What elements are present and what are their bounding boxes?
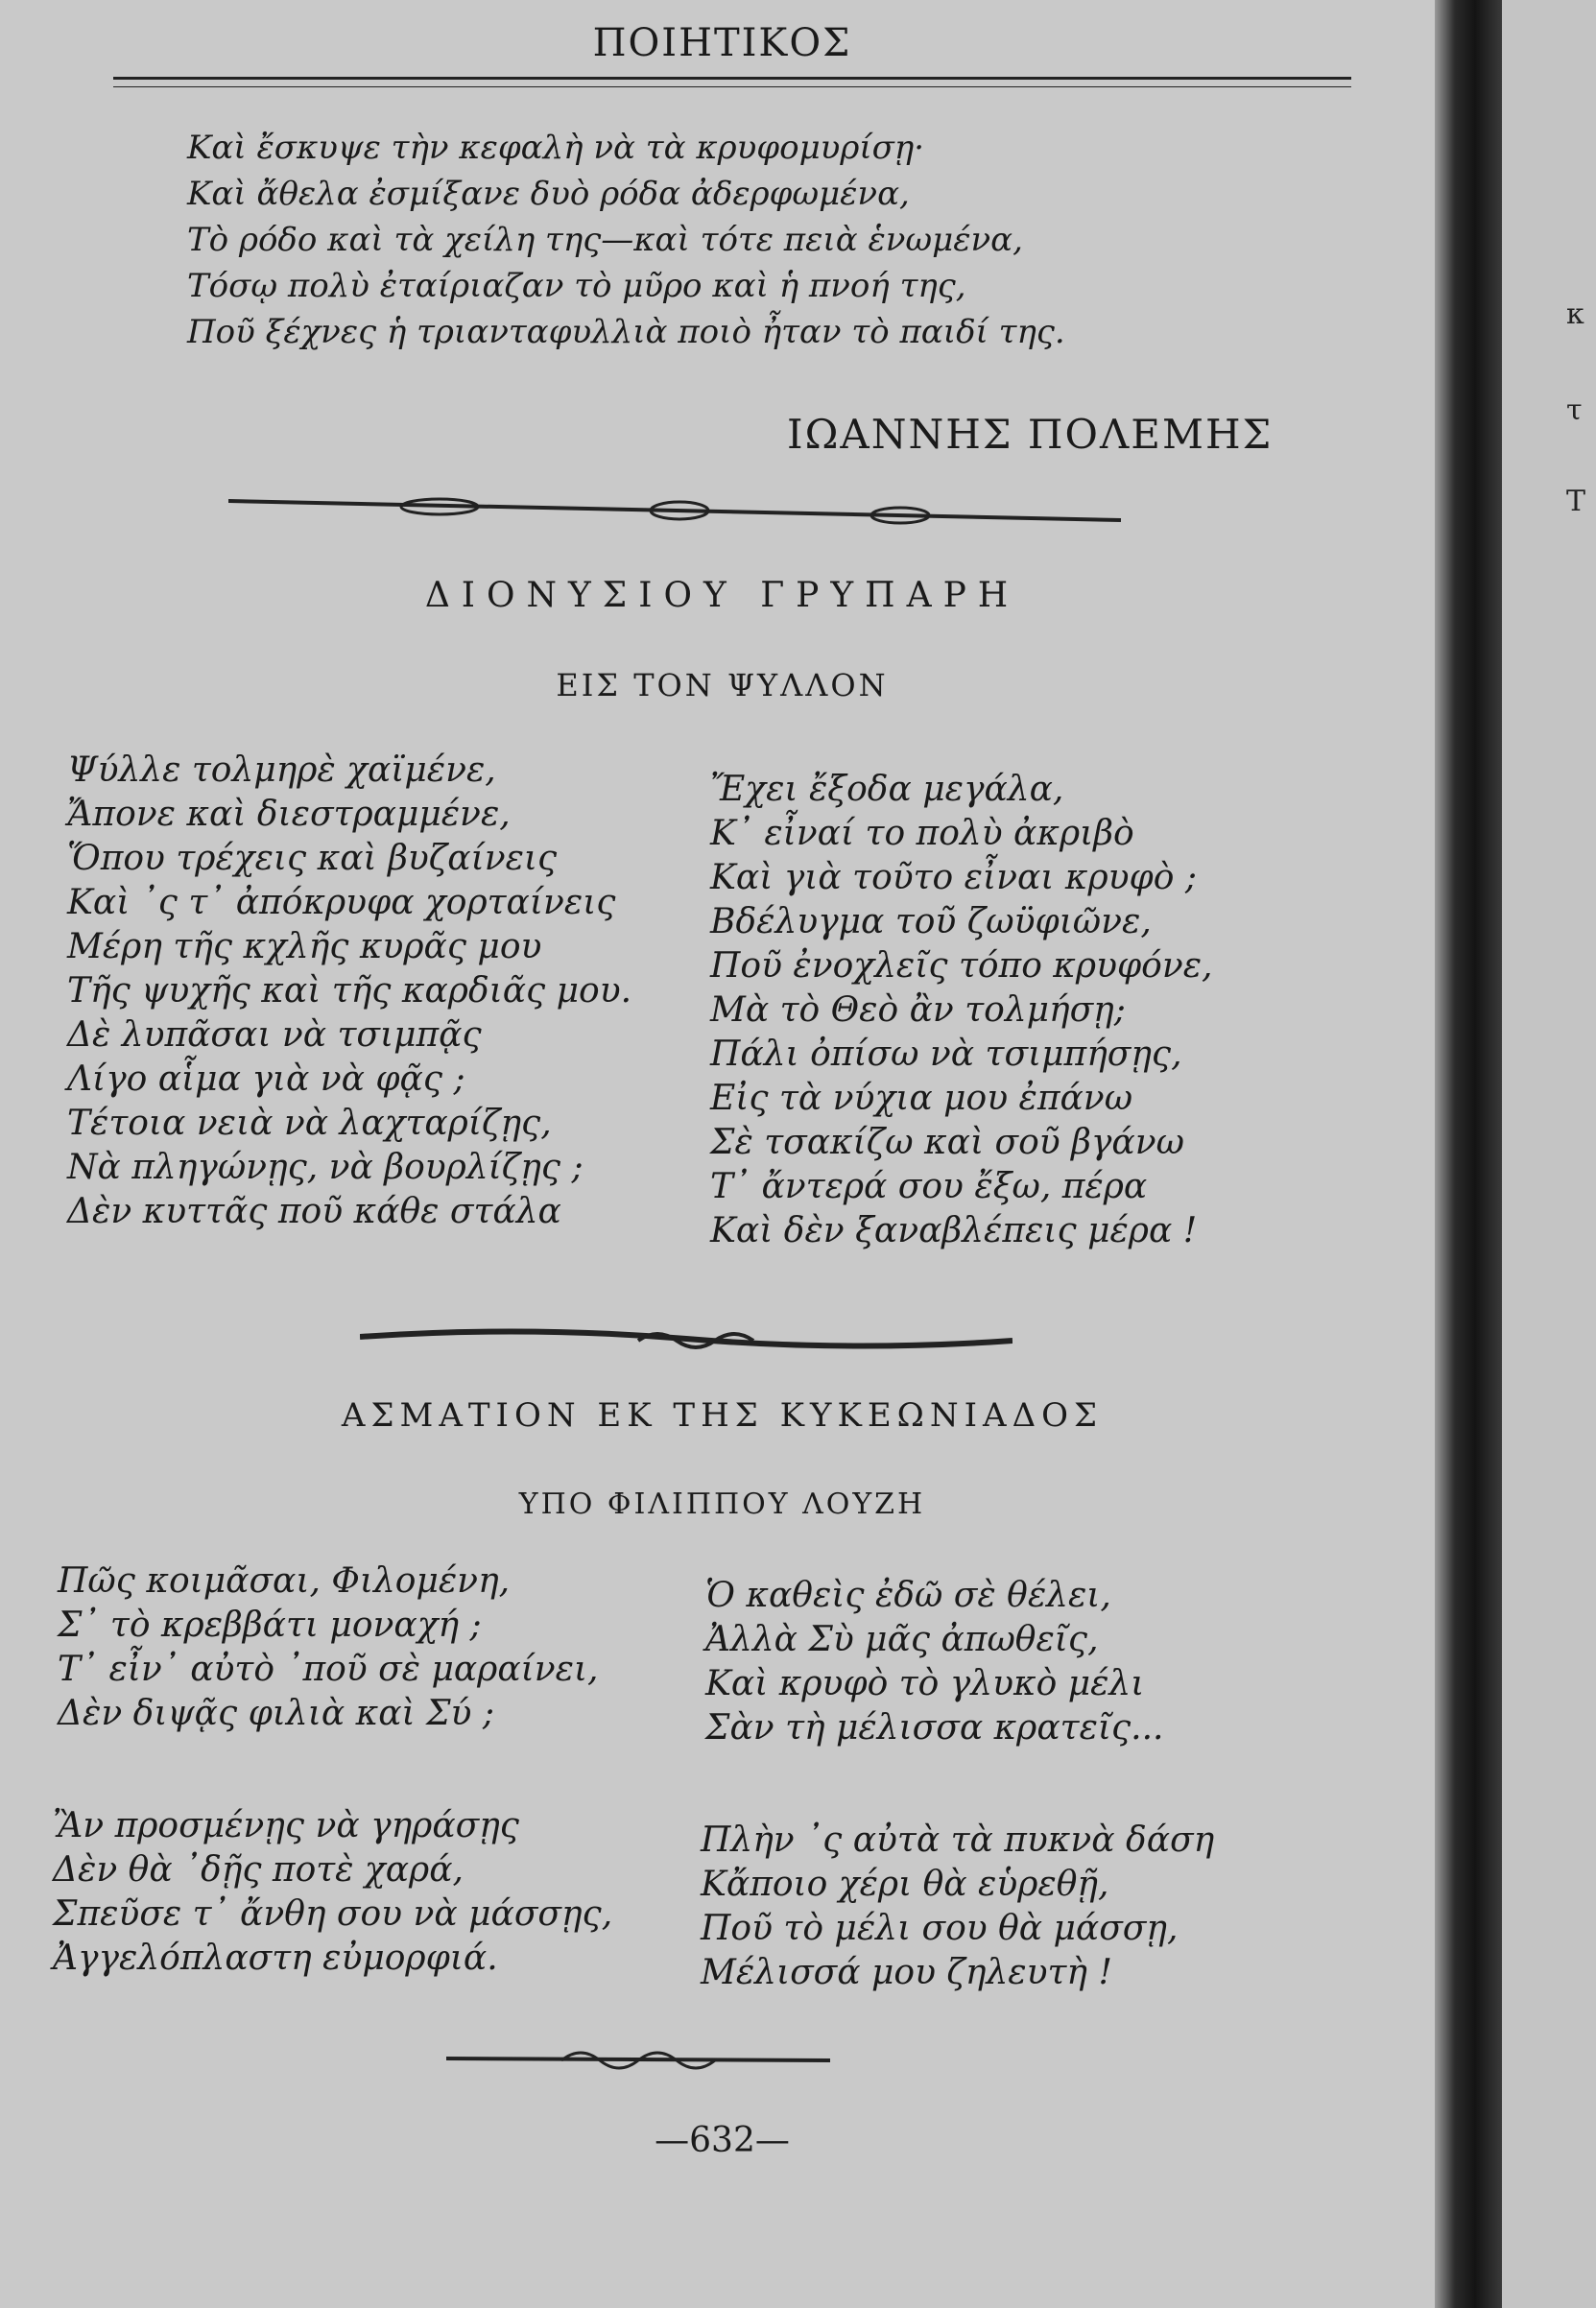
poem1-stanza: [187, 125, 1065, 355]
poem3-byline: ΥΠΟ ΦΙΛΙΠΠΟΥ ΛΟΥΖΗ: [518, 1487, 926, 1521]
verse-line: Σπεῦσε τ᾽ ἄνθη σου νὰ μάσσῃς,: [53, 1894, 613, 1934]
verse-line: Βδέλυγμα τοῦ ζωϋφιῶνε,: [710, 902, 1152, 941]
verse-line: Μὰ τὸ Θεὸ ἂν τολμήσῃ;: [710, 990, 1126, 1030]
verse-line: Πλὴν ᾽ς αὐτὰ τὰ πυκνὰ δάση: [701, 1820, 1215, 1860]
verse-line: Ἀγγελόπλαστη εὐμορφιά.: [53, 1939, 498, 1978]
adjacent-page-glyph: κ: [1566, 297, 1584, 331]
verse-line: Τὸ ρόδο καὶ τὰ χείλη της—καὶ τότε πειὰ ἑνωμένα,: [187, 221, 1023, 259]
verse-line: Ὁ καθεὶς ἐδῶ σὲ θέλει,: [705, 1576, 1111, 1615]
poem2-left-column: [67, 749, 631, 1234]
ornamental-divider: [228, 489, 1131, 532]
poem1-author: ΙΩΑΝΝΗΣ ΠΟΛΕΜΗΣ: [787, 411, 1274, 458]
verse-line: Μέλισσά μου ζηλευτὴ !: [701, 1953, 1112, 1992]
verse-line: Καὶ δὲν ξαναβλέπεις μέρα !: [710, 1211, 1198, 1250]
verse-line: Κ᾽ εἶναί το πολὺ ἀκριβὸ: [710, 814, 1134, 853]
poem3-left-stanza-2: [53, 1804, 612, 1981]
poem3-left-stanza-1: [58, 1559, 599, 1736]
verse-line: Τῆς ψυχῆς καὶ τῆς καρδιᾶς μου.: [67, 971, 632, 1011]
verse-line: Σ᾽ τὸ κρεββάτι μοναχή ;: [58, 1606, 482, 1645]
verse-line: Ψύλλε τολμηρὲ χαϊμένε,: [67, 750, 496, 790]
verse-line: Ὅπου τρέχεις καὶ βυζαίνεις: [67, 839, 558, 878]
adjacent-page-glyph: τ: [1566, 393, 1583, 427]
verse-line: Εἰς τὰ νύχια μου ἐπάνω: [710, 1079, 1133, 1118]
verse-line: Πάλι ὀπίσω νὰ τσιμπήσῃς,: [710, 1035, 1182, 1074]
verse-line: Ἂν προσμένῃς νὰ γηράσῃς: [53, 1806, 519, 1845]
page-number: —632—: [655, 2121, 790, 2160]
verse-line: Καὶ ἔσκυψε τὴν κεφαλὴ νὰ τὰ κρυφομυρίσῃ·: [187, 129, 925, 167]
verse-line: Λίγο αἷμα γιὰ νὰ φᾷς ;: [67, 1059, 465, 1099]
verse-line: Ἄπονε καὶ διεστραμμένε,: [67, 795, 511, 834]
poem3-right-stanza-2: [701, 1819, 1214, 1995]
ornamental-divider: [360, 1320, 1012, 1358]
adjacent-page-edge: [1502, 0, 1596, 2308]
verse-line: Ποῦ τὸ μέλι σου θὰ μάσσῃ,: [701, 1909, 1179, 1948]
verse-line: Ἀλλὰ Σὺ μᾶς ἀπωθεῖς,: [705, 1620, 1099, 1659]
verse-line: Ποῦ ἐνοχλεῖς τόπο κρυφόνε,: [710, 946, 1213, 986]
poem2-author-heading: ΔΙΟΝΥΣΙΟΥ ΓΡΥΠΑΡΗ: [424, 576, 1020, 615]
poem2-title: ΕΙΣ ΤΟΝ ΨΥΛΛΟΝ: [556, 667, 889, 703]
verse-line: Τ᾽ εἶν᾽ αὐτὸ ᾽ποῦ σὲ μαραίνει,: [58, 1650, 599, 1689]
verse-line: Τόσῳ πολὺ ἐταίριαζαν τὸ μῦρο καὶ ἡ πνοή της,: [187, 267, 966, 305]
verse-line: Μέρη τῆς κχλῆς κυρᾶς μου: [67, 927, 542, 966]
poem3-right-stanza-1: [705, 1574, 1164, 1750]
verse-line: Ποῦ ξέχνες ἡ τριανταφυλλιὰ ποιὸ ἦταν τὸ παιδί της.: [187, 313, 1065, 351]
verse-line: Δὲ λυπᾶσαι νὰ τσιμπᾷς: [67, 1015, 482, 1055]
verse-line: Δὲν θὰ ᾽δῇς ποτὲ χαρά,: [53, 1850, 464, 1890]
poem2-right-column: [710, 768, 1213, 1253]
verse-line: Νὰ πληγώνῃς, νὰ βουρλίζῃς ;: [67, 1148, 584, 1187]
verse-line: Σὰν τὴ μέλισσα κρατεῖς...: [705, 1708, 1164, 1748]
book-gutter: [1435, 0, 1502, 2308]
verse-line: Πῶς κοιμᾶσαι, Φιλομένη,: [58, 1561, 511, 1601]
header-rule-thin: [113, 86, 1351, 87]
verse-line: Κἄποιο χέρι θὰ εὑρεθῇ,: [701, 1865, 1109, 1904]
poem3-title: ΑΣΜΑΤΙΟΝ ΕΚ ΤΗΣ ΚΥΚΕΩΝΙΑΔΟΣ: [341, 1396, 1104, 1435]
verse-line: Καὶ ᾽ς τ᾽ ἀπόκρυφα χορταίνεις: [67, 883, 616, 922]
verse-line: Δὲν κυττᾶς ποῦ κάθε στάλα: [67, 1192, 561, 1231]
adjacent-page-glyph: Τ: [1566, 485, 1586, 518]
ornamental-divider: [446, 2039, 830, 2078]
verse-line: Σὲ τσακίζω καὶ σοῦ βγάνω: [710, 1123, 1184, 1162]
verse-line: Δὲν διψᾷς φιλιὰ καὶ Σύ ;: [58, 1694, 494, 1733]
verse-line: Τ᾽ ἄντερά σου ἔξω, πέρα: [710, 1167, 1148, 1206]
verse-line: Καὶ ἄθελα ἐσμίξανε δυὸ ρόδα ἀδερφωμένα,: [187, 175, 910, 213]
verse-line: Ἔχει ἔξοδα μεγάλα,: [710, 770, 1064, 809]
verse-line: Καὶ γιὰ τοῦτο εἶναι κρυφὸ ;: [710, 858, 1197, 897]
running-head: ΠΟΙΗΤΙΚΟΣ: [592, 21, 852, 65]
verse-line: Τέτοια νειὰ νὰ λαχταρίζῃς,: [67, 1104, 552, 1143]
verse-line: Καὶ κρυφὸ τὸ γλυκὸ μέλι: [705, 1664, 1145, 1703]
header-rule: [113, 77, 1351, 80]
